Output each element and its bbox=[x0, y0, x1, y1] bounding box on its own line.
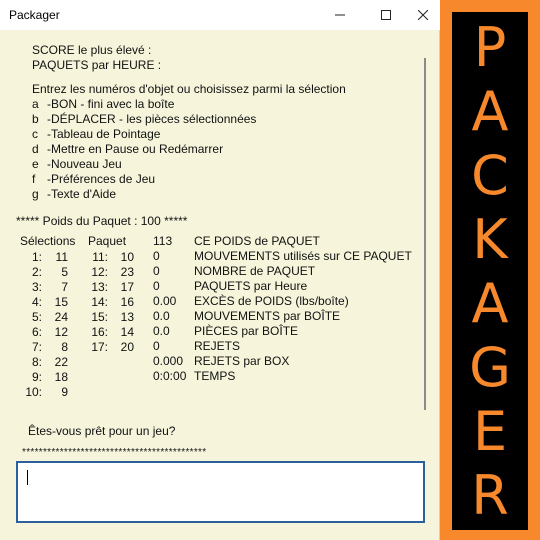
stat-label: CE POIDS de PAQUET bbox=[194, 234, 320, 248]
selection-index: 10: bbox=[25, 385, 42, 399]
package-index: 14: bbox=[91, 295, 108, 309]
command-input[interactable] bbox=[16, 461, 425, 523]
selection-value: 18 bbox=[54, 370, 68, 384]
selection-index: 8: bbox=[31, 355, 42, 369]
selection-value: 7 bbox=[61, 280, 68, 294]
menu-item-label: -BON - fini avec la boîte bbox=[47, 97, 175, 111]
package-index: 11: bbox=[92, 250, 108, 264]
selection-index: 3: bbox=[31, 280, 42, 294]
menu-item-key: e bbox=[32, 157, 39, 171]
menu-intro: Entrez les numéros d'objet ou choisissez parmi la sélection bbox=[32, 82, 346, 96]
selection-index: 7: bbox=[31, 340, 42, 354]
menu-item-key: a bbox=[32, 97, 39, 111]
stat-label: MOUVEMENTS par BOÎTE bbox=[194, 309, 341, 323]
stat-value: 0 bbox=[153, 339, 160, 353]
package-value: 14 bbox=[120, 325, 134, 339]
selection-index: 1: bbox=[31, 250, 42, 264]
window-title: Packager bbox=[9, 8, 60, 22]
package-weight-line: ***** Poids du Paquet : 100 ***** bbox=[16, 214, 188, 228]
packager-banner bbox=[440, 0, 540, 540]
banner-background bbox=[452, 12, 528, 530]
banner-letter: A bbox=[471, 272, 509, 335]
stat-value: 0 bbox=[153, 264, 160, 278]
stat-label: TEMPS bbox=[194, 369, 236, 383]
minimize-button[interactable] bbox=[320, 0, 360, 30]
stat-label: PAQUETS par Heure bbox=[194, 279, 308, 293]
selection-index: 5: bbox=[31, 310, 42, 324]
banner-letter: C bbox=[471, 144, 509, 207]
package-index: 17: bbox=[91, 340, 108, 354]
vertical-scrollbar[interactable] bbox=[424, 58, 426, 410]
menu-item-label: -Tableau de Pointage bbox=[47, 127, 161, 141]
banner-letter: G bbox=[469, 336, 511, 399]
close-button[interactable] bbox=[403, 0, 443, 30]
selection-value: 15 bbox=[54, 295, 68, 309]
stat-value: 0:0:00 bbox=[153, 369, 187, 383]
package-value: 20 bbox=[120, 340, 134, 354]
selection-value: 22 bbox=[54, 355, 68, 369]
minimize-icon bbox=[335, 10, 345, 20]
banner-letter: A bbox=[471, 80, 509, 143]
stat-label: NOMBRE de PAQUET bbox=[194, 264, 316, 278]
ready-prompt: Êtes-vous prêt pour un jeu? bbox=[28, 424, 176, 438]
menu-item-label: -Nouveau Jeu bbox=[47, 157, 122, 171]
package-value: 16 bbox=[120, 295, 134, 309]
stat-value: 0.0 bbox=[153, 324, 170, 338]
stat-label: PIÈCES par BOÎTE bbox=[194, 324, 299, 338]
menu-item-label: -DÉPLACER - les pièces sélectionnées bbox=[47, 112, 257, 126]
selection-index: 6: bbox=[31, 325, 42, 339]
stat-label: MOUVEMENTS utilisés sur CE PAQUET bbox=[194, 249, 412, 263]
package-value: 10 bbox=[120, 250, 134, 264]
stat-value: 0.0 bbox=[153, 309, 170, 323]
stat-value: 0 bbox=[153, 249, 160, 263]
banner-letter: K bbox=[472, 208, 508, 271]
selection-value: 9 bbox=[61, 385, 68, 399]
menu-item-label: -Préférences de Jeu bbox=[47, 172, 156, 186]
package-index: 15: bbox=[91, 310, 108, 324]
package-index: 16: bbox=[91, 325, 108, 339]
menu-item-key: d bbox=[32, 142, 39, 156]
menu-item-label: -Texte d'Aide bbox=[47, 187, 116, 201]
stat-value: 0.00 bbox=[153, 294, 177, 308]
high-score-label: SCORE le plus élevé : bbox=[32, 43, 152, 57]
stat-label: REJETS bbox=[194, 339, 241, 353]
close-icon bbox=[418, 10, 428, 20]
separator-line: ******************************************** bbox=[22, 447, 207, 458]
selection-index: 9: bbox=[31, 370, 42, 384]
package-index: 13: bbox=[91, 280, 108, 294]
maximize-icon bbox=[381, 10, 391, 20]
title-bar[interactable] bbox=[0, 0, 440, 30]
selection-index: 2: bbox=[31, 265, 42, 279]
banner-letter: E bbox=[472, 400, 508, 463]
menu-item-key: f bbox=[32, 172, 36, 186]
selection-index: 4: bbox=[31, 295, 42, 309]
packages-per-hour-label: PAQUETS par HEURE : bbox=[32, 58, 162, 72]
banner-letter: R bbox=[471, 464, 509, 527]
selection-value: 24 bbox=[54, 310, 68, 324]
stat-value: 0 bbox=[153, 279, 160, 293]
banner-letter: P bbox=[473, 16, 507, 79]
menu-item-key: c bbox=[32, 127, 38, 141]
package-header: Paquet bbox=[88, 234, 127, 248]
selection-value: 12 bbox=[54, 325, 68, 339]
stat-label: REJETS par BOX bbox=[194, 354, 290, 368]
menu-item-key: g bbox=[32, 187, 39, 201]
selection-value: 11 bbox=[55, 250, 68, 264]
selections-header: Sélections bbox=[20, 234, 76, 248]
stat-label: EXCÈS de POIDS (lbs/boîte) bbox=[194, 294, 349, 308]
selection-value: 5 bbox=[61, 265, 68, 279]
package-weight-value: 113 bbox=[153, 234, 173, 248]
stat-value: 0.000 bbox=[153, 354, 184, 368]
text-caret bbox=[27, 470, 28, 485]
package-value: 23 bbox=[120, 265, 134, 279]
package-value: 13 bbox=[120, 310, 134, 324]
menu-item-key: b bbox=[32, 112, 39, 126]
selection-value: 8 bbox=[61, 340, 68, 354]
maximize-button[interactable] bbox=[366, 0, 406, 30]
package-index: 12: bbox=[91, 265, 108, 279]
menu-item-label: -Mettre en Pause ou Redémarrer bbox=[47, 142, 224, 156]
package-value: 17 bbox=[120, 280, 134, 294]
